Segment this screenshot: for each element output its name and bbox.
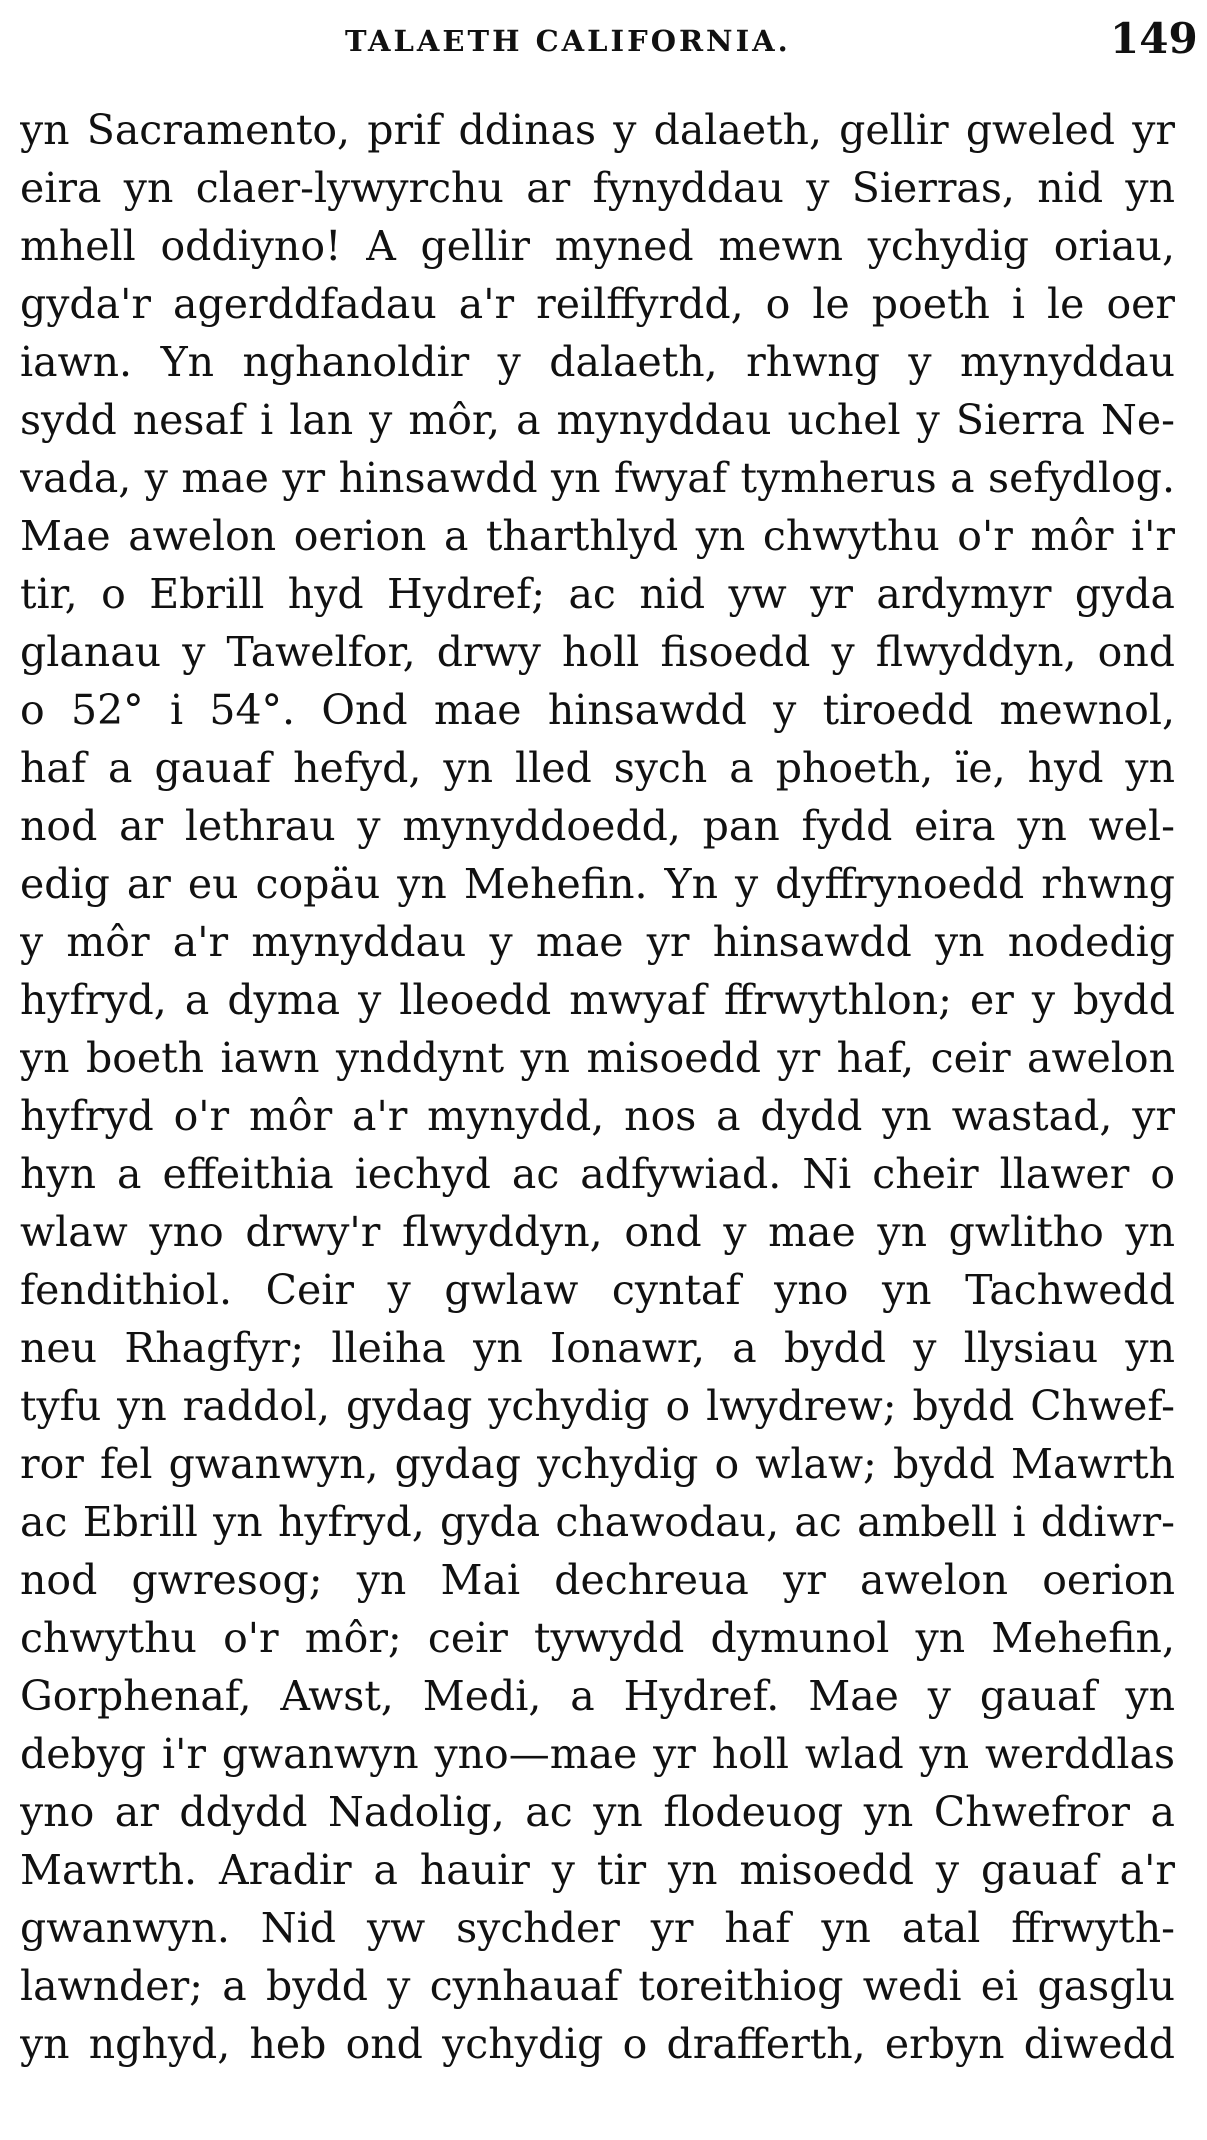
text-line: haf a gauaf hefyd, yn lled sych a phoeth, ïe, hyd yn — [20, 744, 1175, 792]
page-number: 149 — [1110, 14, 1198, 63]
text-line: gyda'r agerddfadau a'r reilffyrdd, o le poeth i le oer — [20, 280, 1175, 328]
text-line: Mawrth. Aradir a hauir y tir yn misoedd y gauaf a'r — [20, 1846, 1175, 1894]
text-line: glanau y Tawelfor, drwy holl fisoedd y flwyddyn, ond — [20, 628, 1175, 676]
text-line: yn boeth iawn ynddynt yn misoedd yr haf, ceir awelon — [20, 1034, 1175, 1082]
text-line: hyn a effeithia iechyd ac adfywiad. Ni cheir llawer o — [20, 1150, 1175, 1198]
text-line: fendithiol. Ceir y gwlaw cyntaf yno yn Tachwedd — [20, 1266, 1175, 1314]
text-line: Gorphenaf, Awst, Medi, a Hydref. Mae y gauaf yn — [20, 1672, 1175, 1720]
text-line: y môr a'r mynyddau y mae yr hinsawdd yn nodedig — [20, 918, 1175, 966]
text-line: tyfu yn raddol, gydag ychydig o lwydrew; bydd Chwef- — [20, 1382, 1175, 1430]
text-line: yn Sacramento, prif ddinas y dalaeth, gellir gweled yr — [20, 106, 1175, 154]
text-line: ror fel gwanwyn, gydag ychydig o wlaw; bydd Mawrth — [20, 1440, 1175, 1488]
text-line: yno ar ddydd Nadolig, ac yn flodeuog yn Chwefror a — [20, 1788, 1175, 1836]
text-line: chwythu o'r môr; ceir tywydd dymunol yn Mehefin, — [20, 1614, 1175, 1662]
text-line: sydd nesaf i lan y môr, a mynyddau uchel y Sierra Ne- — [20, 396, 1175, 444]
text-line: gwanwyn. Nid yw sychder yr haf yn atal ffrwyth- — [20, 1904, 1175, 1952]
text-line: yn nghyd, heb ond ychydig o drafferth, erbyn diwedd — [20, 2020, 1175, 2068]
text-line: iawn. Yn nghanoldir y dalaeth, rhwng y mynyddau — [20, 338, 1175, 386]
text-line: hyfryd, a dyma y lleoedd mwyaf ffrwythlon; er y bydd — [20, 976, 1175, 1024]
text-line: lawnder; a bydd y cynhauaf toreithiog wedi ei gasglu — [20, 1962, 1175, 2010]
text-line: Mae awelon oerion a tharthlyd yn chwythu o'r môr i'r — [20, 512, 1175, 560]
text-line: nod gwresog; yn Mai dechreua yr awelon oerion — [20, 1556, 1175, 1604]
text-line: neu Rhagfyr; lleiha yn Ionawr, a bydd y llysiau yn — [20, 1324, 1175, 1372]
text-line: debyg i'r gwanwyn yno—mae yr holl wlad yn werddlas — [20, 1730, 1175, 1778]
text-line: vada, y mae yr hinsawdd yn fwyaf tymherus a sefydlog. — [20, 454, 1175, 502]
text-line: edig ar eu copäu yn Mehefin. Yn y dyffrynoedd rhwng — [20, 860, 1175, 908]
text-line: tir, o Ebrill hyd Hydref; ac nid yw yr ardymyr gyda — [20, 570, 1175, 618]
running-head — [0, 14, 1207, 84]
text-line: hyfryd o'r môr a'r mynydd, nos a dydd yn wastad, yr — [20, 1092, 1175, 1140]
text-line: nod ar lethrau y mynyddoedd, pan fydd eira yn wel- — [20, 802, 1175, 850]
text-line: wlaw yno drwy'r flwyddyn, ond y mae yn gwlitho yn — [20, 1208, 1175, 1256]
text-line: ac Ebrill yn hyfryd, gyda chawodau, ac ambell i ddiwr- — [20, 1498, 1175, 1546]
text-line: mhell oddiyno! A gellir myned mewn ychydig oriau, — [20, 222, 1175, 270]
text-line: o 52° i 54°. Ond mae hinsawdd y tiroedd mewnol, — [20, 686, 1175, 734]
text-line: eira yn claer-lywyrchu ar fynyddau y Sierras, nid yn — [20, 164, 1175, 212]
running-title: TALAETH CALIFORNIA. — [345, 24, 791, 58]
